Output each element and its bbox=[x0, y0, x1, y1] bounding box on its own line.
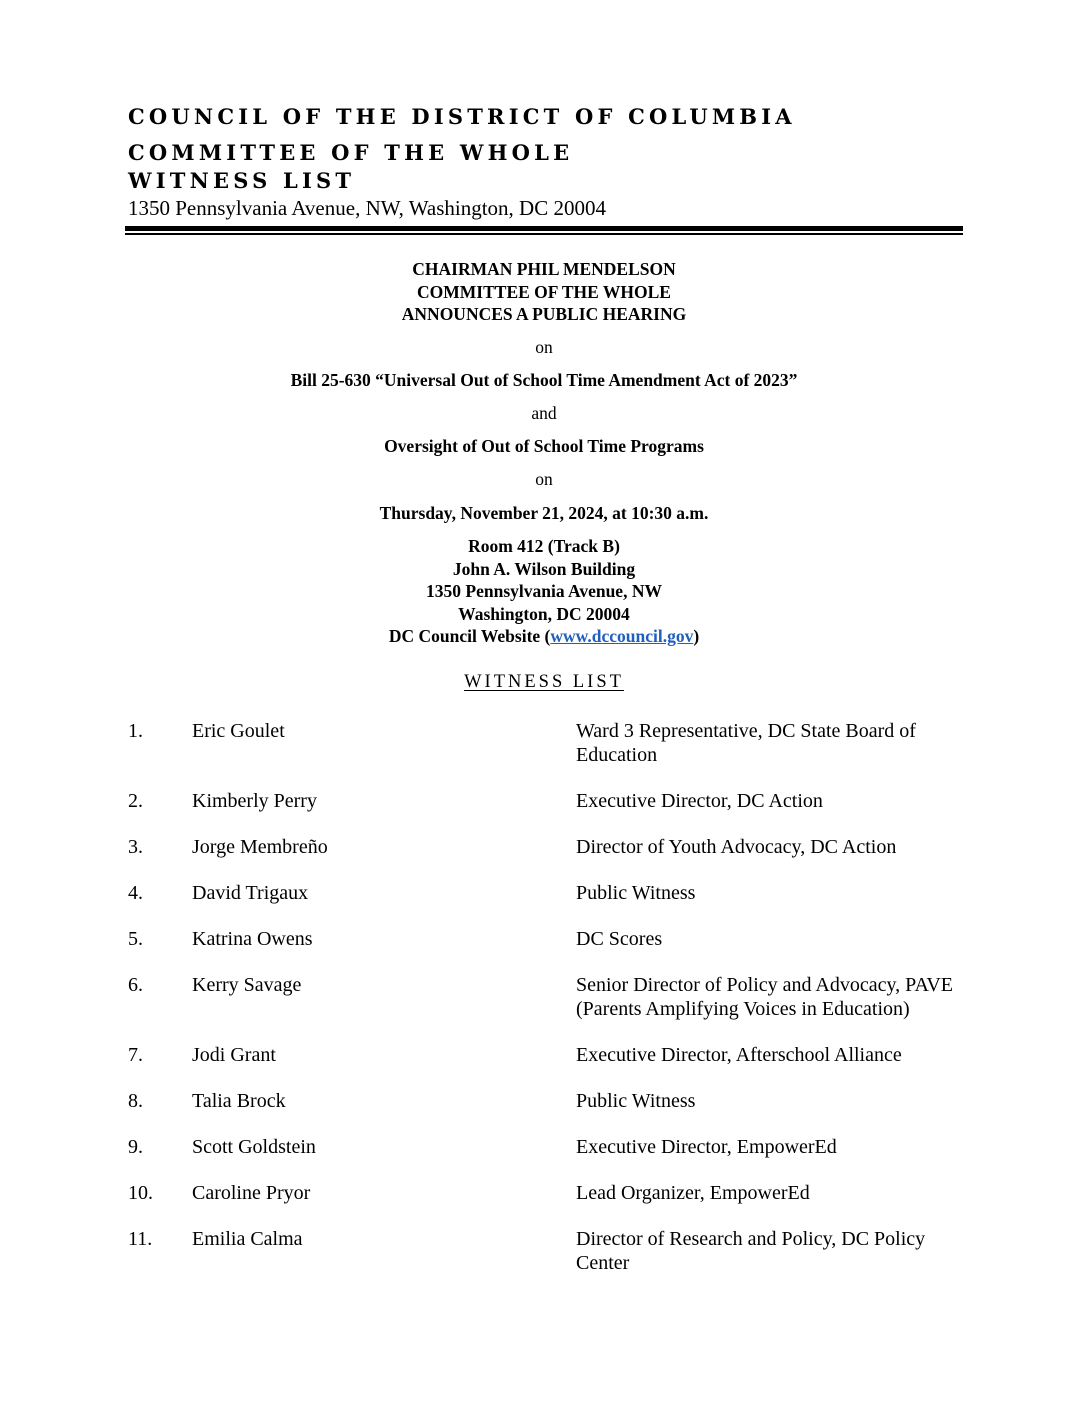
witness-name: Talia Brock bbox=[192, 1090, 286, 1112]
witness-number: 6. bbox=[128, 974, 143, 996]
hearing-datetime: Thursday, November 21, 2024, at 10:30 a.m. bbox=[379, 503, 709, 523]
witness-row bbox=[0, 1043, 1088, 1067]
witness-name: David Trigaux bbox=[192, 882, 309, 904]
witness-row bbox=[0, 1181, 1088, 1205]
witness-affiliation: Director of Youth Advocacy, DC Action bbox=[576, 836, 897, 858]
witness-row bbox=[0, 927, 1088, 951]
announcement-title-line: CHAIRMAN PHIL MENDELSON bbox=[412, 259, 676, 279]
witness-name: Kimberly Perry bbox=[192, 790, 317, 812]
witness-number: 9. bbox=[128, 1136, 143, 1158]
witness-name: Katrina Owens bbox=[192, 928, 313, 950]
location-line: Washington, DC 20004 bbox=[458, 603, 630, 624]
council-name: COUNCIL OF THE DISTRICT OF COLUMBIA bbox=[128, 104, 796, 129]
witness-affiliation: Executive Director, DC Action bbox=[576, 790, 823, 812]
witness-row bbox=[0, 881, 1088, 905]
witness-name: Eric Goulet bbox=[192, 720, 285, 742]
witness-affiliation: DC Scores bbox=[576, 928, 663, 950]
website-link[interactable]: www.dccouncil.gov bbox=[550, 626, 694, 646]
witness-list bbox=[0, 719, 1088, 1297]
witness-row bbox=[0, 973, 1088, 1021]
website-prefix: DC Council Website ( bbox=[388, 626, 551, 646]
witness-number: 7. bbox=[128, 1044, 143, 1066]
committee-name: COMMITTEE OF THE WHOLE bbox=[128, 140, 574, 165]
witness-row bbox=[0, 719, 1088, 767]
witness-number: 10. bbox=[128, 1182, 153, 1204]
witness-number: 4. bbox=[128, 882, 143, 904]
witness-affiliation: Lead Organizer, EmpowerEd bbox=[576, 1182, 810, 1204]
witness-name: Caroline Pryor bbox=[192, 1182, 311, 1204]
oversight-title: Oversight of Out of School Time Programs bbox=[384, 436, 704, 456]
announcement-title-line: ANNOUNCES A PUBLIC HEARING bbox=[401, 304, 687, 324]
witness-number: 1. bbox=[128, 720, 143, 742]
witness-affiliation: Executive Director, Afterschool Alliance bbox=[576, 1044, 902, 1066]
witness-row bbox=[0, 1227, 1088, 1275]
location-line: John A. Wilson Building bbox=[452, 558, 636, 579]
document-type: WITNESS LIST bbox=[128, 168, 356, 193]
header-divider-thin bbox=[125, 233, 963, 235]
witness-affiliation: Director of Research and Policy, DC Policy Center bbox=[576, 1228, 926, 1274]
witness-name: Emilia Calma bbox=[192, 1228, 303, 1250]
witness-affiliation: Public Witness bbox=[576, 1090, 696, 1112]
location-line: 1350 Pennsylvania Avenue, NW bbox=[426, 581, 662, 601]
witness-name: Scott Goldstein bbox=[192, 1136, 316, 1158]
witness-number: 11. bbox=[128, 1228, 153, 1250]
connector-and: and bbox=[531, 403, 557, 423]
witness-row bbox=[0, 789, 1088, 813]
witness-name: Kerry Savage bbox=[192, 974, 302, 996]
header-divider-thick bbox=[125, 226, 963, 231]
letterhead-address: 1350 Pennsylvania Avenue, NW, Washington, DC 20004 bbox=[128, 196, 606, 220]
witness-list-heading: WITNESS LIST bbox=[464, 672, 624, 692]
hearing-location bbox=[0, 535, 1088, 648]
connector-on: on bbox=[535, 469, 553, 489]
witness-name: Jodi Grant bbox=[192, 1044, 276, 1066]
witness-number: 2. bbox=[128, 790, 143, 812]
website-suffix: ) bbox=[693, 626, 700, 646]
witness-affiliation: Ward 3 Representative, DC State Board of Education bbox=[576, 720, 916, 766]
witness-number: 3. bbox=[128, 836, 143, 858]
website-line bbox=[0, 625, 1088, 648]
witness-number: 5. bbox=[128, 928, 143, 950]
connector-on: on bbox=[535, 337, 553, 357]
witness-row bbox=[0, 1135, 1088, 1159]
witness-row bbox=[0, 835, 1088, 859]
announcement-title-line: COMMITTEE OF THE WHOLE bbox=[417, 281, 671, 302]
witness-name: Jorge Membreño bbox=[192, 836, 328, 858]
witness-number: 8. bbox=[128, 1090, 143, 1112]
witness-row bbox=[0, 1089, 1088, 1113]
witness-affiliation: Executive Director, EmpowerEd bbox=[576, 1136, 837, 1158]
location-line: Room 412 (Track B) bbox=[468, 536, 620, 556]
witness-affiliation: Public Witness bbox=[576, 882, 696, 904]
bill-title: Bill 25-630 “Universal Out of School Time Amendment Act of 2023” bbox=[290, 370, 798, 390]
announcement-title bbox=[0, 258, 1088, 326]
witness-affiliation: Senior Director of Policy and Advocacy, PAVE (Parents Amplifying Voices in Education) bbox=[576, 974, 953, 1020]
